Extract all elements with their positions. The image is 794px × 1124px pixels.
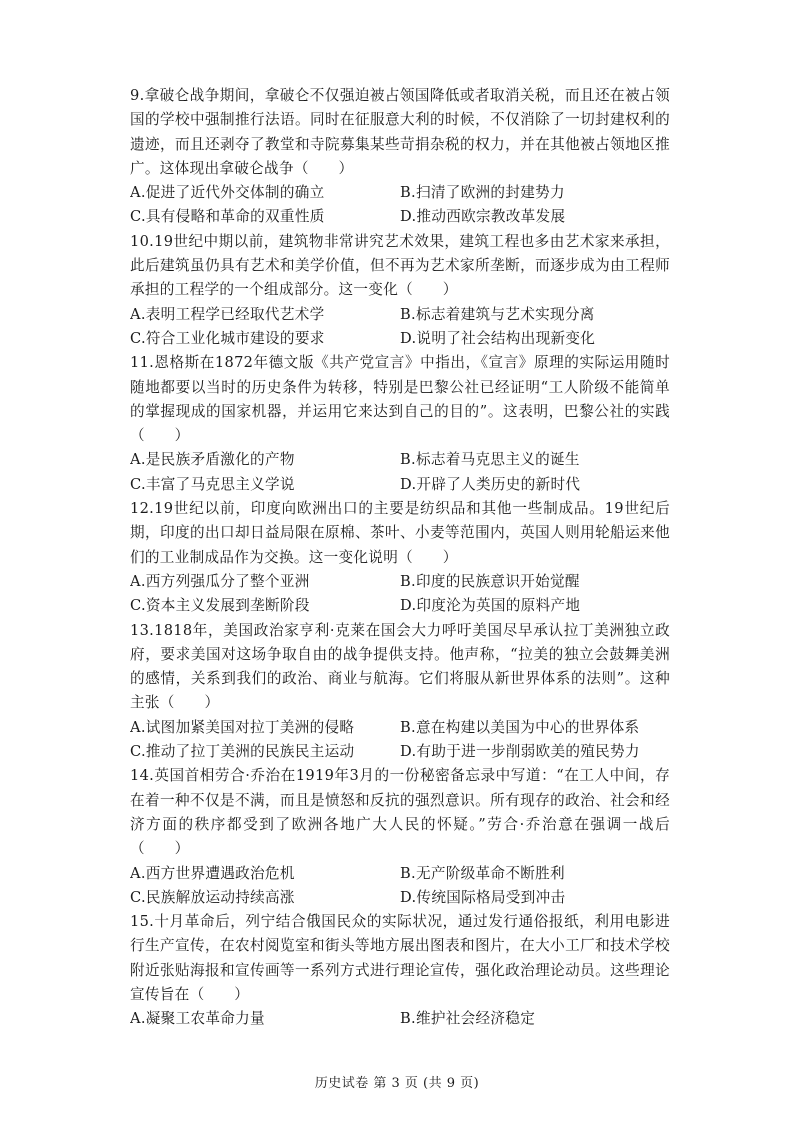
option-b: B.标志着建筑与艺术实现分离	[400, 305, 595, 323]
option-a: A.是民族矛盾激化的产物	[130, 451, 295, 469]
question-15	[130, 910, 670, 1031]
option-a: A.西方世界遭遇政治危机	[130, 864, 295, 882]
option-b: B.扫清了欧洲的封建势力	[400, 184, 565, 202]
option-a: A.表明工程学已经取代艺术学	[130, 305, 325, 323]
question-stem: 14.英国首相劳合·乔治在1919年3月的一份秘密备忘录中写道：“在工人中间，存在着一种不仅是不满，而且是愤怒和反抗的强烈意识。所有现存的政治、社会和经济方面的秩序都受到了欧洲各地广大人民的怀疑。”劳合·乔治意在强调一战后（ ）	[130, 767, 670, 858]
question-stem: 9.拿破仑战争期间，拿破仑不仅强迫被占领国降低或者取消关税，而且还在被占领国的学校中强制推行法语。同时在征服意大利的时候，不仅消除了一切封建权利的遗迹，而且还剥夺了教堂和寺院募集某些苛捐杂税的权力，并在其他被占领地区推广。这体现出拿破仑战争（ ）	[130, 87, 670, 177]
option-list	[130, 716, 670, 765]
option-list	[130, 862, 670, 911]
option-list	[130, 303, 670, 352]
option-c: C.丰富了马克思主义学说	[130, 475, 295, 493]
option-d: D.有助于进一步削弱欧美的殖民势力	[400, 743, 640, 761]
option-c: C.推动了拉丁美洲的民族民主运动	[130, 743, 355, 761]
question-stem: 12.19世纪以前，印度向欧洲出口的主要是纺织品和其他一些制成品。19世纪后期，印度的出口却日益局限在原棉、茶叶、小麦等范围内，英国人则用轮船运来他们的工业制成品作为交换。这一变化说明（ ）	[130, 500, 670, 566]
question-11	[130, 351, 670, 497]
question-stem: 15.十月革命后，列宁结合俄国民众的实际状况，通过发行通俗报纸，利用电影进行生产宣传，在农村阅览室和街头等地方展出图表和图片，在大小工厂和技术学校附近张贴海报和宣传画等一系列方式进行理论宣传，强化政治理论动员。这些理论宣传旨在（ ）	[130, 913, 670, 1003]
question-stem: 13.1818年，美国政治家亨利·克莱在国会大力呼吁美国尽早承认拉丁美洲独立政府，要求美国对这场争取自由的战争提供支持。他声称，“拉美的独立会鼓舞美洲的感情，关系到我们的政治、商业与航海。它们将服从新世界体系的法则”。这种主张（ ）	[130, 621, 670, 712]
question-10	[130, 230, 670, 351]
option-b: B.标志着马克思主义的诞生	[400, 451, 580, 469]
option-d: D.开辟了人类历史的新时代	[400, 475, 581, 493]
page-footer: 历史试卷 第 3 页 (共 9 页)	[314, 1076, 480, 1091]
option-c: C.民族解放运动持续高涨	[130, 888, 295, 906]
option-a: A.西方列强瓜分了整个亚洲	[130, 572, 310, 590]
option-b: B.意在构建以美国为中心的世界体系	[400, 718, 640, 736]
question-14	[130, 764, 670, 910]
option-a: A.凝聚工农革命力量	[130, 1010, 265, 1028]
option-d: D.说明了社会结构出现新变化	[400, 329, 596, 347]
option-c: C.资本主义发展到垄断阶段	[130, 597, 310, 615]
question-stem: 10.19世纪中期以前，建筑物非常讲究艺术效果，建筑工程也多由艺术家来承担，此后建筑虽仍具有艺术和美学价值，但不再为艺术家所垄断，而逐步成为由工程师承担的工程学的一个组成部分。这一变化（ ）	[130, 232, 670, 299]
question-13	[130, 619, 670, 765]
option-b: B.无产阶级革命不断胜利	[400, 864, 565, 882]
option-a: A.促进了近代外交体制的确立	[130, 184, 325, 202]
option-list	[130, 570, 670, 619]
question-stem: 11.恩格斯在1872年德文版《共产党宣言》中指出，《宣言》原理的实际运用随时随地都要以当时的历史条件为转移，特别是巴黎公社已经证明“工人阶级不能简单的掌握现成的国家机器，并运用它来达到自己的目的”。这表明，巴黎公社的实践（ ）	[130, 354, 670, 445]
option-list	[130, 181, 670, 230]
option-b: B.维护社会经济稳定	[400, 1010, 536, 1028]
option-b: B.印度的民族意识开始觉醒	[400, 572, 580, 590]
option-d: D.印度沦为英国的原料产地	[400, 597, 581, 615]
question-12	[130, 497, 670, 618]
option-c: C.符合工业化城市建设的要求	[130, 329, 325, 347]
option-c: C.具有侵略和革命的双重性质	[130, 208, 325, 226]
question-9	[130, 84, 670, 230]
option-list	[130, 1007, 670, 1031]
option-d: D.推动西欧宗教改革发展	[400, 208, 566, 226]
option-d: D.传统国际格局受到冲击	[400, 888, 566, 906]
option-list	[130, 448, 670, 497]
exam-page	[130, 84, 670, 1032]
option-a: A.试图加紧美国对拉丁美洲的侵略	[130, 718, 355, 736]
